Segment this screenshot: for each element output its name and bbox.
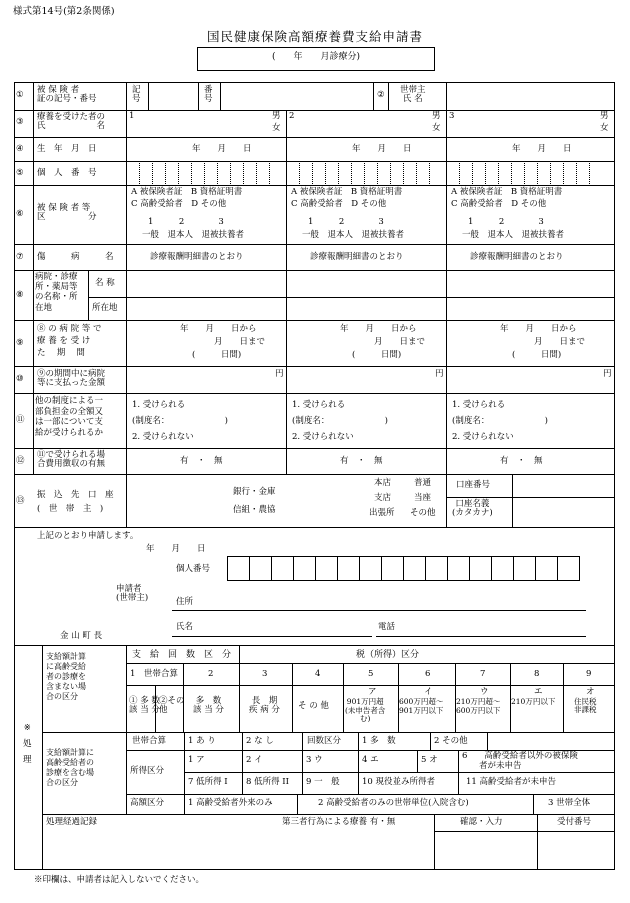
head-name-field[interactable] (447, 83, 614, 110)
row10-num: ⑩ (16, 374, 24, 384)
fee-collection-3[interactable]: 有 ・ 無 (500, 456, 543, 466)
birth-date-3[interactable]: 年 月 日 (512, 144, 572, 154)
office-label: ※ 処 理 (23, 723, 32, 766)
mynumber-field[interactable] (228, 557, 579, 580)
receipt-label: 受付番号 (557, 817, 592, 827)
tax-a-kana: ア (368, 687, 377, 697)
other-sys-no-2[interactable]: 2. 受けられない (292, 432, 354, 442)
phone-label: 電話 (378, 622, 396, 632)
acc-sonota[interactable]: その他 (410, 508, 436, 518)
mynumber-label: 個人番号 (176, 564, 211, 574)
r6-3-kinds: 一般 退本人 退被扶養者 (462, 230, 565, 240)
fee-collection-1[interactable]: 有 ・ 無 (180, 456, 223, 466)
shotoku-1[interactable]: 1 ア (188, 755, 205, 765)
opt-other1[interactable]: ②その 他 (159, 696, 185, 716)
row7-num: ⑦ (16, 252, 24, 262)
shotoku-3[interactable]: 3 ウ (306, 755, 323, 765)
period-days-3[interactable]: ( 日間) (512, 350, 562, 360)
tax-e-kana: エ (534, 687, 543, 697)
kaisu-other[interactable]: 2 その他 (434, 736, 468, 746)
branch-shiten[interactable]: 支店 (374, 493, 392, 503)
r6-3-line2: C 高齢受給者 D その他 (451, 199, 547, 209)
acc-name-field[interactable] (513, 498, 614, 527)
setai-label: 世帯合算 (132, 736, 167, 746)
male-2[interactable]: 男 (432, 111, 441, 121)
shotoku-9[interactable]: 9 一 般 (306, 777, 340, 787)
row11-num: ⑪ (16, 415, 25, 425)
row4-label: 生 年 月 日 (37, 144, 97, 154)
bank-type-2[interactable]: 信組・農協 (233, 505, 276, 515)
r6-1-line2: C 高齢受給者 D その他 (131, 199, 227, 209)
bangou-field[interactable] (221, 83, 373, 110)
c2-num: 2 (208, 669, 214, 679)
patient3-no: 3 (449, 111, 455, 121)
address-field[interactable] (200, 594, 586, 610)
row9-label: ⑧ の 病 院 等 で 療 養 を 受 け た 期 間 (37, 324, 102, 358)
period-from-2[interactable]: 年 月 日から (340, 324, 417, 334)
r6-2-nums: 1 2 3 (308, 217, 384, 227)
tax-o-desc[interactable]: 住民税 非課税 (574, 697, 597, 715)
phone-field[interactable] (400, 619, 586, 636)
female-3[interactable]: 女 (600, 123, 609, 133)
period-from-3[interactable]: 年 月 日から (500, 324, 577, 334)
kaisu-label: 回数区分 (307, 736, 342, 746)
other-sys-yes-3[interactable]: 1. 受けられる (452, 400, 506, 410)
shotoku-11[interactable]: 11 高齢受給者が未申告 (466, 777, 557, 787)
kougaku-1[interactable]: 1 高齢受給者外来のみ (188, 798, 273, 808)
row4-num: ④ (16, 144, 24, 154)
row8-num: ⑧ (16, 290, 24, 300)
disease-3: 診療報酬明細書のとおり (470, 252, 564, 262)
row1-label: 被 保 険 者 証の記号・番号 (37, 85, 97, 105)
tax-o-kana: オ (586, 687, 595, 697)
applicant-label: 申請者 (世帯主) (116, 584, 149, 604)
tax-u-desc[interactable]: 210万円超～ 600万円以下 (456, 697, 501, 715)
mayor-label: 金 山 町 長 (60, 631, 103, 641)
amount-yen-1: 円 (275, 369, 284, 379)
confirm-label: 確認・入力 (460, 817, 503, 827)
other-sys-yes-2[interactable]: 1. 受けられる (292, 400, 346, 410)
apply-date[interactable]: 年 月 日 (146, 544, 206, 554)
third-party-label[interactable]: 第三者行為による療養 有・無 (282, 817, 396, 827)
tax-e-desc[interactable]: 210万円以下 (511, 697, 556, 706)
patient2-no: 2 (289, 111, 295, 121)
row10-label: ⑨の期間中に病院 等に支払った金額 (37, 369, 106, 389)
r6-2-kinds: 一般 退本人 退被扶養者 (302, 230, 405, 240)
kigou-field[interactable] (149, 83, 198, 110)
row11-label: 他の制度による一 部負担金の全額又 は一部について支 給が受けられるか (35, 396, 104, 438)
other-sys-no-1[interactable]: 2. 受けられない (132, 432, 194, 442)
amount-yen-2: 円 (435, 369, 444, 379)
setai-nashi[interactable]: 2 な し (246, 736, 274, 746)
acc-touza[interactable]: 当座 (414, 493, 432, 503)
row1-num: ① (16, 90, 24, 100)
c9-num: 9 (586, 669, 592, 679)
row8-label: 病院・診療 所・薬局等 の名称・所 在地 (35, 272, 78, 313)
name-field[interactable] (200, 619, 372, 636)
branch-honten[interactable]: 本店 (374, 478, 392, 488)
tax-header: 税（所得）区分 (356, 650, 420, 660)
shotoku-2[interactable]: 2 イ (246, 755, 263, 765)
tax-i-desc[interactable]: 600万円超～ 901万円以下 (399, 697, 444, 715)
c5-num: 5 (368, 669, 374, 679)
birth-date-1[interactable]: 年 月 日 (192, 144, 252, 154)
row6-label: 被 保 険 者 等 区 分 (37, 203, 97, 223)
amount-yen-3: 円 (603, 369, 612, 379)
period-days-1[interactable]: ( 日間) (192, 350, 242, 360)
r6-2-line2: C 高齢受給者 D その他 (291, 199, 387, 209)
shotoku-label: 所得区分 (130, 766, 165, 776)
period-to-3[interactable]: 月 日まで (534, 337, 586, 347)
acc-no-field[interactable] (513, 475, 614, 497)
row9-num: ⑨ (16, 338, 24, 348)
disease-2: 診療報酬明細書のとおり (310, 252, 404, 262)
shotoku-7[interactable]: 7 低所得 I (188, 777, 228, 787)
footer-note: ※印欄は、申請者は記入しないでください。 (34, 875, 205, 885)
male-3[interactable]: 男 (600, 111, 609, 121)
row2-num: ② (377, 90, 385, 100)
r6-3-nums: 1 2 3 (468, 217, 544, 227)
acc-name-label: 口座名義 (カタカナ) (452, 499, 493, 519)
calc1-label: 支給額計算 に高齢受給 者の診療を 含まない場 合の区分 (46, 652, 86, 701)
female-2[interactable]: 女 (432, 123, 441, 133)
statement: 上記のとおり申請します。 (37, 531, 139, 541)
tax-u-kana: ウ (480, 687, 489, 697)
r6-1-nums: 1 2 3 (148, 217, 224, 227)
name-label: 氏名 (176, 622, 194, 632)
facility-addr-label: 所在地 (92, 303, 118, 313)
disease-1: 診療報酬明細書のとおり (150, 252, 244, 262)
other-sys-name-1[interactable]: (制度名： ) (132, 416, 228, 426)
row12-label: ⑪で受けられる場 合費用徴収の有無 (37, 450, 106, 470)
c1-num: 1 世帯合算 (130, 669, 178, 679)
bank-type-1[interactable]: 銀行・金庫 (233, 487, 276, 497)
row7-label: 傷 病 名 (37, 252, 114, 262)
shotoku-5[interactable]: 5 オ (421, 755, 438, 765)
row3-label: 療養を受けた者の 氏 名 (37, 112, 106, 132)
row13-label: 振 込 先 口 座 ( 世 帯 主 ) (37, 490, 114, 515)
male-1[interactable]: 男 (272, 111, 281, 121)
period-to-2[interactable]: 月 日まで (374, 337, 426, 347)
period-from-1[interactable]: 年 月 日から (180, 324, 257, 334)
c7-num: 7 (480, 669, 486, 679)
shotoku-10[interactable]: 10 現役並み所得者 (362, 777, 436, 787)
other-sys-name-2[interactable]: (制度名： ) (292, 416, 388, 426)
r6-2-line1: A 被保険者証 B 資格証明書 (291, 187, 403, 197)
kougaku-2[interactable]: 2 高齢受給者のみの世帯単位(入院含む) (318, 798, 469, 808)
c3-num: 3 (262, 669, 268, 679)
shotoku-6[interactable]: 6 高齢受給者以外の被保険 者が未申告 (462, 751, 578, 771)
shotoku-4[interactable]: 4 エ (362, 755, 379, 765)
facility-name-label: 名 称 (95, 278, 115, 288)
form-number: 様式第14号(第2条関係) (13, 6, 115, 17)
calc2-label: 支給額計算に 高齢受給者の 診療を含む場 合の区分 (46, 748, 94, 787)
address-label: 住所 (176, 597, 194, 607)
row5-num: ⑤ (16, 168, 24, 178)
tax-a-desc[interactable]: 901万円超 (未申告者含 む) (345, 697, 386, 724)
fee-collection-2[interactable]: 有 ・ 無 (340, 456, 383, 466)
row1-kigou: 記 号 (132, 85, 141, 105)
shotoku-8[interactable]: 8 低所得 II (246, 777, 290, 787)
opt-chouki[interactable]: 長 期 疾 病 分 (249, 696, 280, 716)
r6-3-line1: A 被保険者証 B 資格証明書 (451, 187, 563, 197)
c4-num: 4 (315, 669, 321, 679)
row3-num: ③ (16, 117, 24, 127)
row13-num: ⑬ (16, 496, 25, 506)
form-title: 国民健康保険高額療養費支給申請書 (206, 29, 423, 44)
r6-1-line1: A 被保険者証 B 資格証明書 (131, 187, 243, 197)
row1-bangou: 番 号 (204, 85, 213, 105)
c8-num: 8 (534, 669, 540, 679)
acc-futsu[interactable]: 普通 (414, 478, 432, 488)
patient1-no: 1 (129, 111, 135, 121)
r6-1-kinds: 一般 退本人 退被扶養者 (142, 230, 245, 240)
other-sys-name-3[interactable]: (制度名： ) (452, 416, 548, 426)
row5-label: 個 人 番 号 (37, 168, 97, 178)
row6-num: ⑥ (16, 209, 24, 219)
row12-num: ⑫ (16, 456, 25, 466)
branch-shutchou[interactable]: 出張所 (369, 508, 395, 518)
count-header: 支 給 回 数 区 分 (132, 650, 232, 660)
kougaku-3[interactable]: 3 世帯全体 (548, 798, 591, 808)
tax-i-kana: イ (424, 687, 433, 697)
other-sys-yes-1[interactable]: 1. 受けられる (132, 400, 186, 410)
period-label: ( 年 月診療分) (271, 52, 361, 62)
other-sys-no-3[interactable]: 2. 受けられない (452, 432, 514, 442)
kaisu-tasuu[interactable]: 1 多 数 (362, 736, 396, 746)
kougaku-label: 高額区分 (130, 798, 165, 808)
opt-tasuu2[interactable]: 多 数 該 当 分 (193, 696, 224, 716)
period-days-2[interactable]: ( 日間) (352, 350, 402, 360)
opt-sonota[interactable]: そ の 他 (298, 701, 329, 711)
acc-no-label: 口座番号 (456, 480, 491, 490)
c6-num: 6 (425, 669, 431, 679)
opt-tasuu1[interactable]: ① 多 数 該 当 分 (129, 696, 160, 716)
record-label: 処理経過記録 (46, 817, 98, 827)
row2-label: 世帯主 氏 名 (400, 85, 426, 105)
period-to-1[interactable]: 月 日まで (214, 337, 266, 347)
setai-ari[interactable]: 1 あ り (188, 736, 216, 746)
female-1[interactable]: 女 (272, 123, 281, 133)
birth-date-2[interactable]: 年 月 日 (352, 144, 412, 154)
